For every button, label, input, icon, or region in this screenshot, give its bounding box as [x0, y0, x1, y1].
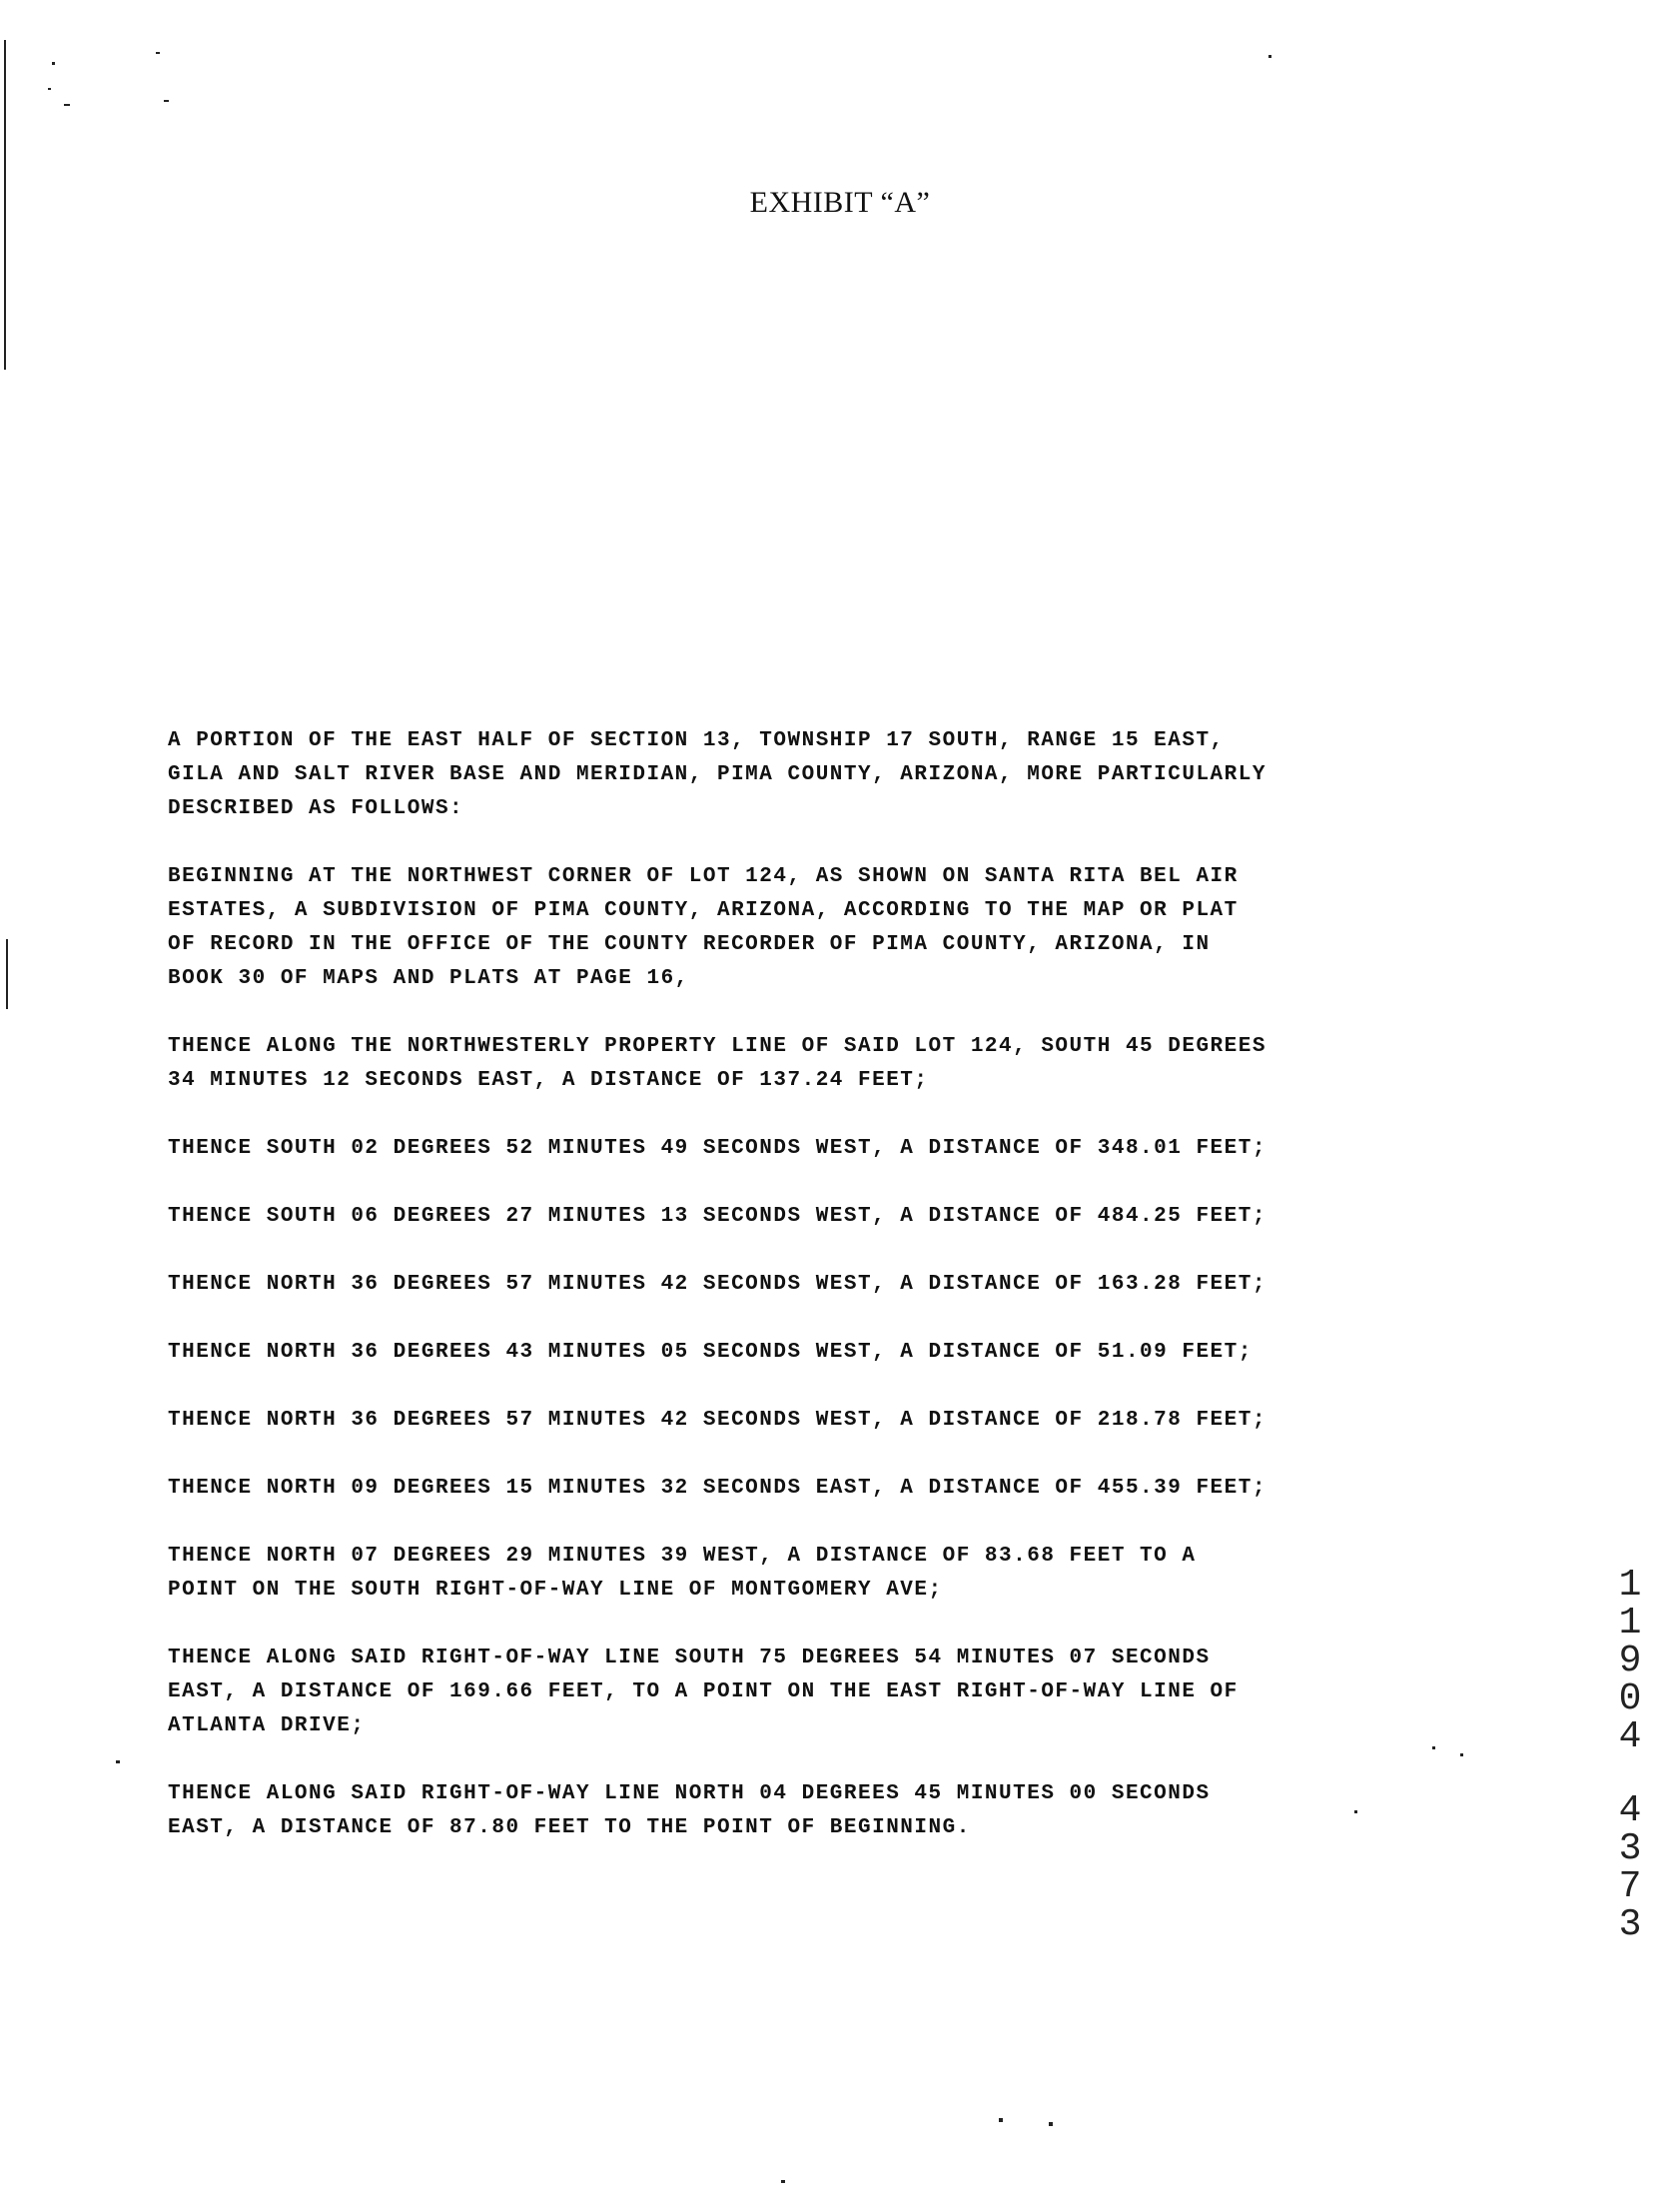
legal-paragraph-8: THENCE NORTH 36 DEGREES 57 MINUTES 42 SECONDS WEST, A DISTANCE OF 218.78 FEET;	[168, 1409, 1266, 1432]
legal-paragraph-4: THENCE SOUTH 02 DEGREES 52 MINUTES 49 SECONDS WEST, A DISTANCE OF 348.01 FEET;	[168, 1137, 1266, 1160]
scan-speck	[156, 52, 160, 54]
recording-digit: 4	[1618, 1789, 1642, 1832]
scan-edge-line-lower	[6, 939, 8, 1009]
legal-description	[168, 724, 1486, 1879]
recording-number-vertical	[1610, 1564, 1650, 1946]
exhibit-title: EXHIBIT “A”	[749, 186, 931, 219]
recording-digit-gap	[1610, 1756, 1650, 1792]
scan-speck	[781, 2180, 785, 2183]
legal-paragraph-6: THENCE NORTH 36 DEGREES 57 MINUTES 42 SECONDS WEST, A DISTANCE OF 163.28 FEET;	[168, 1273, 1266, 1296]
legal-paragraph-5: THENCE SOUTH 06 DEGREES 27 MINUTES 13 SECONDS WEST, A DISTANCE OF 484.25 FEET;	[168, 1205, 1266, 1228]
recording-digit: 1	[1618, 1602, 1642, 1645]
legal-paragraph-11: THENCE ALONG SAID RIGHT-OF-WAY LINE SOUTH 75 DEGREES 54 MINUTES 07 SECONDS EAST, A DISTANCE OF 169.66 FEET, TO A POINT ON THE EAST RIGHT-OF-WAY LINE OF ATLANTA DRIVE;	[168, 1647, 1239, 1737]
scan-speck	[48, 88, 51, 90]
recording-digit: 4	[1618, 1715, 1642, 1758]
scan-speck	[1049, 2122, 1053, 2126]
legal-paragraph-2: BEGINNING AT THE NORTHWEST CORNER OF LOT 124, AS SHOWN ON SANTA RITA BEL AIR ESTATES, A SUBDIVISION OF PIMA COUNTY, ARIZONA, ACCORDING TO THE MAP OR PLAT OF RECORD IN THE OFFICE OF THE COUNTY RECORDER OF PIMA COUNTY, ARIZONA, IN BOOK 30 OF MAPS AND PLATS AT PAGE 16,	[168, 865, 1239, 990]
scan-speck	[999, 2118, 1003, 2122]
recording-digit: 0	[1618, 1677, 1642, 1720]
legal-paragraph-12: THENCE ALONG SAID RIGHT-OF-WAY LINE NORTH 04 DEGREES 45 MINUTES 00 SECONDS EAST, A DISTANCE OF 87.80 FEET TO THE POINT OF BEGINNING.	[168, 1782, 1211, 1839]
legal-paragraph-7: THENCE NORTH 36 DEGREES 43 MINUTES 05 SECONDS WEST, A DISTANCE OF 51.09 FEET;	[168, 1341, 1253, 1364]
scan-speck	[116, 1760, 120, 1763]
recording-digit: 7	[1618, 1865, 1642, 1908]
recording-digit: 9	[1618, 1640, 1642, 1682]
recording-digit: 3	[1618, 1827, 1642, 1870]
scan-speck	[64, 104, 70, 106]
scan-speck	[1268, 55, 1271, 58]
legal-paragraph-9: THENCE NORTH 09 DEGREES 15 MINUTES 32 SECONDS EAST, A DISTANCE OF 455.39 FEET;	[168, 1477, 1266, 1500]
recording-digit: 1	[1618, 1564, 1642, 1607]
scan-speck	[164, 100, 169, 102]
legal-paragraph-10: THENCE NORTH 07 DEGREES 29 MINUTES 39 WEST, A DISTANCE OF 83.68 FEET TO A POINT ON THE SOUTH RIGHT-OF-WAY LINE OF MONTGOMERY AVE;	[168, 1545, 1197, 1602]
scan-speck	[52, 62, 55, 65]
legal-paragraph-1: A PORTION OF THE EAST HALF OF SECTION 13, TOWNSHIP 17 SOUTH, RANGE 15 EAST, GILA AND SALT RIVER BASE AND MERIDIAN, PIMA COUNTY, ARIZONA, MORE PARTICULARLY DESCRIBED AS FOLLOWS:	[168, 729, 1266, 820]
recording-digit: 3	[1618, 1903, 1642, 1946]
legal-paragraph-3: THENCE ALONG THE NORTHWESTERLY PROPERTY LINE OF SAID LOT 124, SOUTH 45 DEGREES 34 MINUTES 12 SECONDS EAST, A DISTANCE OF 137.24 FEET;	[168, 1035, 1266, 1092]
